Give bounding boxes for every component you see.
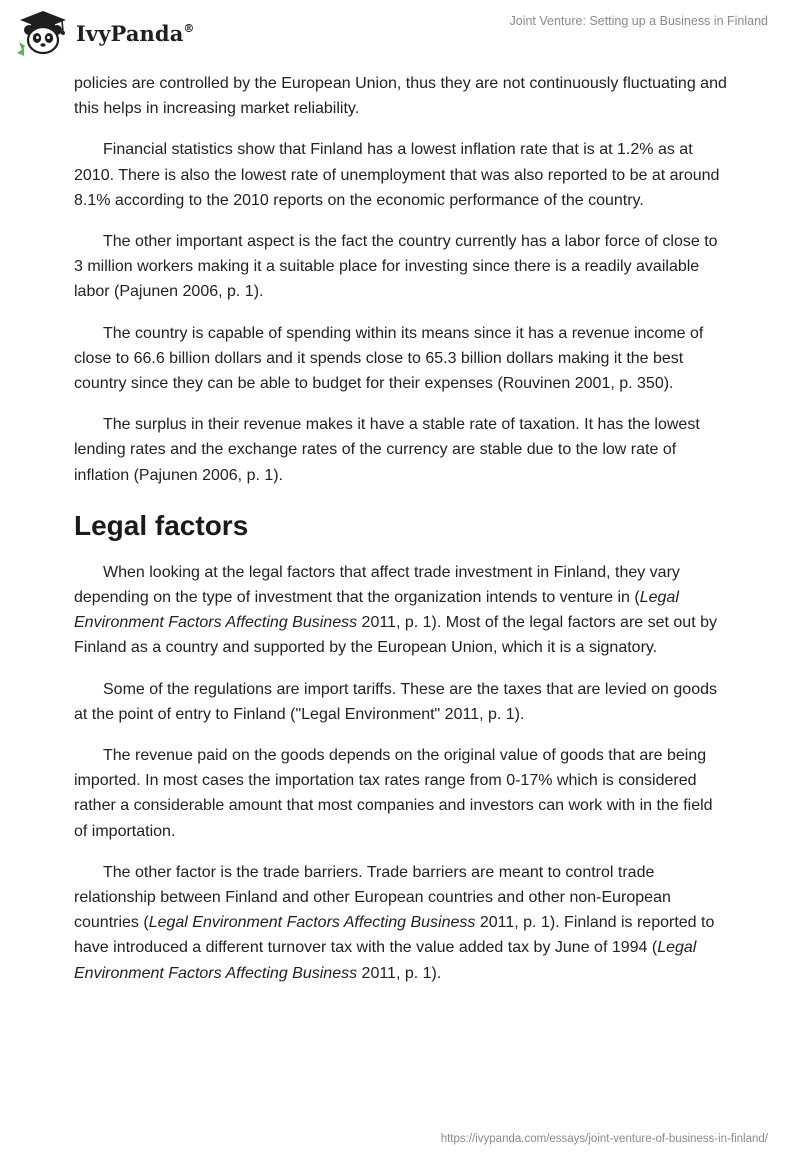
section-heading-legal-factors: Legal factors <box>74 509 249 541</box>
brand-name: IvyPanda® <box>76 20 195 46</box>
paragraph-import-tax-rates: The revenue paid on the goods depends on the original value of goods that are being imported. In most cases the importation tax rates range from 0-17% which is considered rather a considerable amount that most companies and investors can work with in the field of importation. <box>74 747 713 840</box>
panda-graduate-icon <box>14 8 72 58</box>
paragraph-taxation: The surplus in their revenue makes it have a stable rate of taxation. It has the lowest lending rates and the exchange rates of the currency are stable due to the low rate of inflation (Pajunen 2006, p. 1). <box>74 416 700 484</box>
brand-logo[interactable] <box>14 8 195 58</box>
paragraph-import-tariffs: Some of the regulations are import tariffs. These are the taxes that are levied on goods at the point of entry to Finland ("Legal Environment" 2011, p. 1). <box>74 680 717 723</box>
citation-title: Legal Environment Factors Affecting Business <box>74 939 697 982</box>
paragraph-trade-barriers: The other factor is the trade barriers. Trade barriers are meant to control trade relationship between Finland and other European countries and other non-European countries (Legal Environment Factors Affecting Business 2011, p. 1). Finland is reported to have introduced a different turnover tax with the value added tax by June of 1994 (Legal Environment Factors Affecting Business 2011, p. 1). <box>74 863 715 982</box>
paragraph-legal-overview: When looking at the legal factors that affect trade investment in Finland, they vary depending on the type of investment that the organization intends to venture in (Legal Environment Factors Affecting Business 2011, p. 1). Most of the legal factors are set out by Finland as a country and supported by the European Union, which it is a signatory. <box>74 563 717 657</box>
page-header <box>0 0 800 62</box>
citation-title: Legal Environment Factors Affecting Business <box>74 589 679 632</box>
paragraph-inflation: Financial statistics show that Finland has a lowest inflation rate that is at 1.2% as at 2010. There is also the lowest rate of unemployment that was also reported to be at around 8.1% according to the 2010 reports on the economic performance of the country. <box>74 141 720 209</box>
paragraph-revenue: The country is capable of spending within its means since it has a revenue income of close to 66.6 billion dollars and it spends close to 65.3 billion dollars making it the best country since they can be able to budget for their expenses (Rouvinen 2001, p. 350). <box>74 324 704 393</box>
document-title: Joint Venture: Setting up a Business in Finland <box>509 14 768 28</box>
essay-body <box>74 71 730 1002</box>
citation-title: Legal Environment Factors Affecting Business <box>148 914 476 932</box>
paragraph-labor-force: The other important aspect is the fact the country currently has a labor force of close to 3 million workers making it a suitable place for investing since there is a readily available labor (Pajunen 2006, p. 1). <box>74 233 718 301</box>
source-url[interactable]: https://ivypanda.com/essays/joint-venture-of-business-in-finland/ <box>440 1133 768 1145</box>
paragraph-intro: policies are controlled by the European Union, thus they are not continuously fluctuating and this helps in increasing market reliability. <box>74 75 727 118</box>
